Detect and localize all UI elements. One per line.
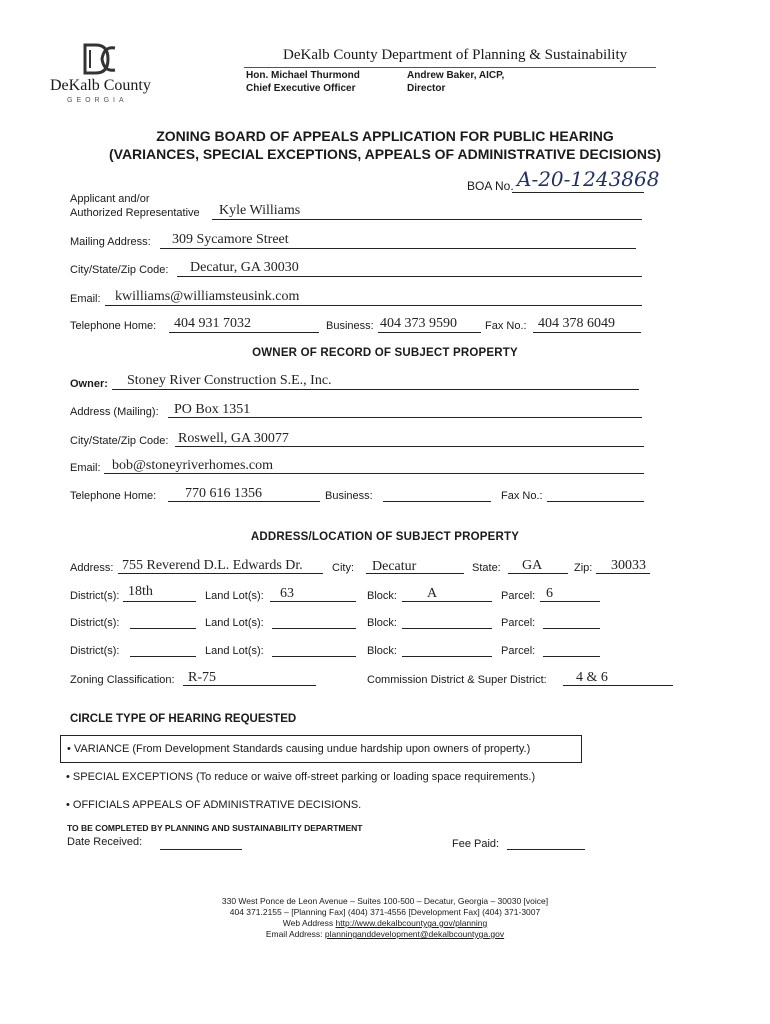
mailing-label: Mailing Address: <box>70 236 151 248</box>
commission-value[interactable]: 4 & 6 <box>576 670 608 685</box>
block-label: Block: <box>367 590 397 602</box>
block-line <box>402 628 492 629</box>
applicant-business-line <box>378 332 481 333</box>
owner-heading: OWNER OF RECORD OF SUBJECT PROPERTY <box>252 347 518 359</box>
boa-label: BOA No. <box>467 179 514 193</box>
owner-tel-label: Telephone Home: <box>70 490 157 502</box>
footer-email <box>0 929 770 939</box>
applicant-business-label: Business: <box>326 320 374 332</box>
variance-text: • VARIANCE (From Development Standards causing undue hardship upon owners of property.) <box>67 743 531 755</box>
applicant-email-line <box>105 305 642 306</box>
form-title-line1: ZONING BOARD OF APPEALS APPLICATION FOR PUBLIC HEARING <box>156 128 614 144</box>
boa-line <box>512 192 644 193</box>
dekalb-logo-icon <box>82 42 118 76</box>
parcel-line <box>543 628 600 629</box>
property-city-line <box>366 573 464 574</box>
fee-paid-label: Fee Paid: <box>452 838 500 850</box>
footer-web <box>0 918 770 928</box>
applicant-name-value[interactable]: Kyle Williams <box>219 203 301 218</box>
landlot-label: Land Lot(s): <box>205 645 264 657</box>
applicant-email-value[interactable]: kwilliams@williamsteusink.com <box>115 289 300 304</box>
special-exceptions-option[interactable]: • SPECIAL EXCEPTIONS (To reduce or waive off-street parking or loading space requirements.) <box>66 771 536 783</box>
footer-web-link[interactable]: http://www.dekalbcountyga.gov/planning <box>335 918 488 928</box>
applicant-fax-label: Fax No.: <box>485 320 527 332</box>
applicant-fax-line <box>533 332 641 333</box>
owner-business-label: Business: <box>325 490 373 502</box>
applicant-tel-label: Telephone Home: <box>70 320 157 332</box>
owner-email-line <box>104 473 644 474</box>
district-label: District(s): <box>70 645 120 657</box>
applicant-csz-line <box>177 276 642 277</box>
org-name: DeKalb County <box>50 77 151 94</box>
applicant-name-line <box>212 219 642 220</box>
property-city-label: City: <box>332 562 354 574</box>
district-value[interactable]: 18th <box>128 584 153 599</box>
footer-web-label: Web Address <box>282 918 334 928</box>
form-title-line2: (VARIANCES, SPECIAL EXCEPTIONS, APPEALS OF ADMINISTRATIVE DECISIONS) <box>108 146 662 162</box>
block-label: Block: <box>367 617 397 629</box>
property-heading: ADDRESS/LOCATION OF SUBJECT PROPERTY <box>250 531 520 543</box>
block-value[interactable]: A <box>427 586 438 601</box>
boa-value[interactable]: A-20-1243868 <box>517 167 660 191</box>
org-sub: GEORGIA <box>67 97 128 104</box>
applicant-business-value[interactable]: 404 373 9590 <box>380 316 457 331</box>
owner-address-value[interactable]: PO Box 1351 <box>174 402 251 417</box>
applicant-tel-value[interactable]: 404 931 7032 <box>174 316 251 331</box>
block-line <box>402 601 492 602</box>
owner-email-value[interactable]: bob@stoneyriverhomes.com <box>112 458 274 473</box>
footer-address: 330 West Ponce de Leon Avenue – Suites 100-500 – Decatur, Georgia – 30030 [voice] <box>221 896 549 906</box>
applicant-email-label: Email: <box>70 293 101 305</box>
property-state-line <box>508 573 568 574</box>
property-state-value[interactable]: GA <box>522 558 543 573</box>
landlot-value[interactable]: 63 <box>280 586 294 601</box>
applicant-csz-value[interactable]: Decatur, GA 30030 <box>190 260 299 275</box>
footer-phones: 404 371.2155 – [Planning Fax] (404) 371-4556 [Development Fax] (404) 371-3007 <box>229 907 541 917</box>
parcel-line <box>543 656 600 657</box>
official1-title: Chief Executive Officer <box>246 83 356 94</box>
block-line <box>402 656 492 657</box>
property-zip-line <box>596 573 650 574</box>
footer-email-link[interactable]: planninganddevelopment@dekalbcountyga.gov <box>324 929 505 939</box>
landlot-line <box>272 656 356 657</box>
variance-option[interactable] <box>60 735 582 763</box>
officials-appeals-option[interactable]: • OFFICIALS APPEALS OF ADMINISTRATIVE DECISIONS. <box>66 799 362 811</box>
owner-address-line <box>168 417 642 418</box>
parcel-label: Parcel: <box>501 617 536 629</box>
parcel-value[interactable]: 6 <box>546 586 553 601</box>
zoning-value[interactable]: R-75 <box>188 670 216 685</box>
block-label: Block: <box>367 645 397 657</box>
property-state-label: State: <box>472 562 501 574</box>
property-city-value[interactable]: Decatur <box>372 559 417 574</box>
mailing-value[interactable]: 309 Sycamore Street <box>172 232 289 247</box>
department-name: DeKalb County Department of Planning & Sustainability <box>283 47 628 63</box>
owner-fax-label: Fax No.: <box>501 490 543 502</box>
owner-tel-line <box>168 501 320 502</box>
property-address-line <box>118 573 323 574</box>
owner-tel-value[interactable]: 770 616 1356 <box>185 486 262 501</box>
owner-email-label: Email: <box>70 462 101 474</box>
district-line <box>130 656 196 657</box>
header-rule <box>244 67 656 68</box>
footer-email-label: Email Address: <box>265 929 323 939</box>
commission-label: Commission District & Super District: <box>367 674 547 686</box>
commission-line <box>563 685 673 686</box>
owner-csz-label: City/State/Zip Code: <box>70 435 169 447</box>
applicant-fax-value[interactable]: 404 378 6049 <box>538 316 615 331</box>
owner-label: Owner: <box>70 378 108 390</box>
applicant-label1: Applicant and/or <box>70 193 150 205</box>
property-address-value[interactable]: 755 Reverend D.L. Edwards Dr. <box>122 558 303 573</box>
official2-title: Director <box>407 83 446 94</box>
parcel-label: Parcel: <box>501 590 536 602</box>
applicant-label2: Authorized Representative <box>70 207 200 219</box>
owner-line <box>112 389 639 390</box>
owner-business-line <box>383 501 491 502</box>
office-use-heading: TO BE COMPLETED BY PLANNING AND SUSTAINABILITY DEPARTMENT <box>67 823 363 833</box>
property-zip-label: Zip: <box>574 562 593 574</box>
property-address-label: Address: <box>70 562 114 574</box>
owner-fax-line <box>547 501 644 502</box>
parcel-line <box>540 601 600 602</box>
date-received-label: Date Received: <box>67 836 143 848</box>
applicant-csz-label: City/State/Zip Code: <box>70 264 169 276</box>
landlot-line <box>272 628 356 629</box>
district-line <box>130 628 196 629</box>
landlot-line <box>270 601 356 602</box>
district-line <box>123 601 196 602</box>
mailing-line <box>160 248 636 249</box>
official2-name: Andrew Baker, AICP, <box>407 70 505 81</box>
official1-name: Hon. Michael Thurmond <box>246 70 360 81</box>
owner-csz-value[interactable]: Roswell, GA 30077 <box>178 431 289 446</box>
applicant-tel-line <box>169 332 319 333</box>
owner-csz-line <box>175 446 644 447</box>
zoning-line <box>183 685 316 686</box>
landlot-label: Land Lot(s): <box>205 590 264 602</box>
landlot-label: Land Lot(s): <box>205 617 264 629</box>
parcel-label: Parcel: <box>501 645 536 657</box>
owner-address-label: Address (Mailing): <box>70 406 159 418</box>
date-received-line <box>160 849 242 850</box>
hearing-heading: CIRCLE TYPE OF HEARING REQUESTED <box>70 713 297 725</box>
district-label: District(s): <box>70 617 120 629</box>
zoning-label: Zoning Classification: <box>70 674 175 686</box>
fee-paid-line <box>507 849 585 850</box>
owner-value[interactable]: Stoney River Construction S.E., Inc. <box>127 373 332 388</box>
property-zip-value[interactable]: 30033 <box>611 558 646 573</box>
district-label: District(s): <box>70 590 120 602</box>
